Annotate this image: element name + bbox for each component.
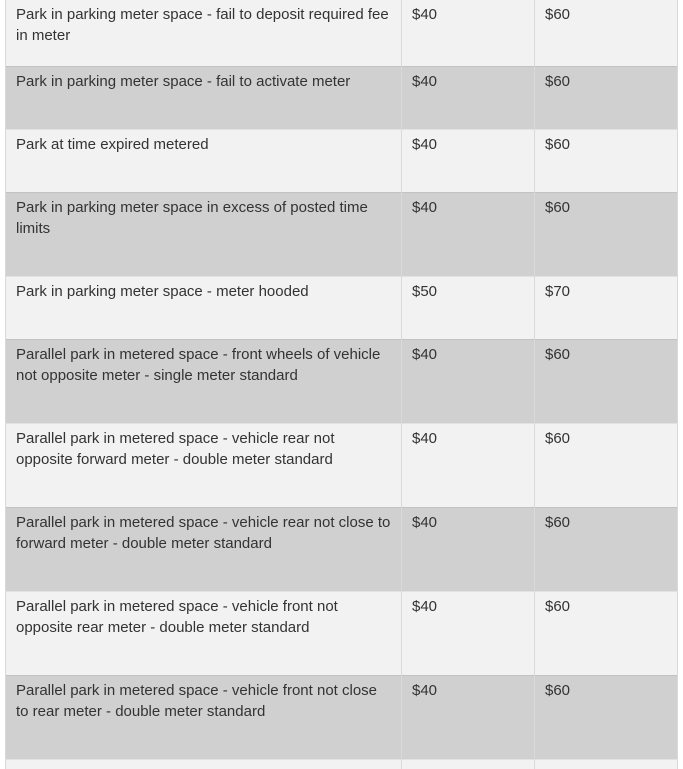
table-row — [6, 66, 678, 129]
fine-amount: $40 — [402, 675, 535, 759]
fine-amount: $40 — [402, 423, 535, 507]
table-row — [6, 591, 678, 675]
late-fine-amount: $60 — [535, 591, 678, 675]
fine-amount: $40 — [402, 591, 535, 675]
table-row — [6, 276, 678, 339]
violation-description: Park in parking meter space - fail to activate meter — [6, 66, 402, 129]
table-cell-empty — [402, 759, 535, 769]
violation-description: Park in parking meter space in excess of posted time limits — [6, 192, 402, 276]
violation-description: Park in parking meter space - fail to deposit required fee in meter — [6, 0, 402, 66]
late-fine-amount: $60 — [535, 507, 678, 591]
fine-amount: $40 — [402, 66, 535, 129]
late-fine-amount: $70 — [535, 276, 678, 339]
violation-description: Parallel park in metered space - front wheels of vehicle not opposite meter - single meter standard — [6, 339, 402, 423]
fine-amount: $40 — [402, 0, 535, 66]
violation-description: Parallel park in metered space - vehicle rear not close to forward meter - double meter standard — [6, 507, 402, 591]
late-fine-amount: $60 — [535, 129, 678, 192]
late-fine-amount: $60 — [535, 192, 678, 276]
table-row — [6, 423, 678, 507]
parking-fines-table-container — [5, 0, 677, 769]
late-fine-amount: $60 — [535, 0, 678, 66]
table-cell-empty — [535, 759, 678, 769]
table-row — [6, 129, 678, 192]
table-row — [6, 339, 678, 423]
violation-description: Park in parking meter space - meter hooded — [6, 276, 402, 339]
late-fine-amount: $60 — [535, 675, 678, 759]
fine-amount: $40 — [402, 192, 535, 276]
violation-description: Parallel park in metered space - vehicle rear not opposite forward meter - double meter standard — [6, 423, 402, 507]
late-fine-amount: $60 — [535, 339, 678, 423]
table-row — [6, 675, 678, 759]
fine-amount: $40 — [402, 129, 535, 192]
parking-fines-table — [5, 0, 678, 769]
table-row — [6, 0, 678, 66]
late-fine-amount: $60 — [535, 66, 678, 129]
fine-amount: $40 — [402, 339, 535, 423]
violation-description: Park at time expired metered — [6, 129, 402, 192]
table-row — [6, 507, 678, 591]
fine-amount: $50 — [402, 276, 535, 339]
violation-description: Parallel park in metered space - vehicle front not opposite rear meter - double meter standard — [6, 591, 402, 675]
violation-description: Parallel park in metered space - vehicle front not close to rear meter - double meter standard — [6, 675, 402, 759]
late-fine-amount: $60 — [535, 423, 678, 507]
table-row — [6, 192, 678, 276]
fine-amount: $40 — [402, 507, 535, 591]
table-cell-empty — [6, 759, 402, 769]
table-row-partial — [6, 759, 678, 769]
